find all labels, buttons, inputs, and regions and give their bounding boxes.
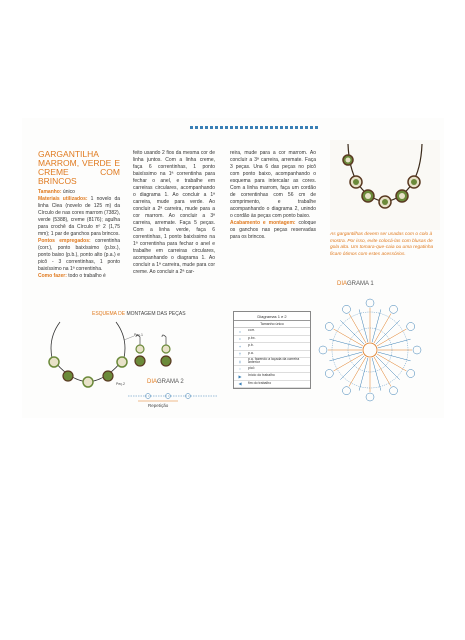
diagram-1-stitch [378,339,411,348]
diagram-1-picot [407,323,415,331]
decorative-stitch-row [190,125,320,131]
diagram-1-drawing [310,290,430,410]
article-title: GARGANTILHA MARROM, VERDE E CREME COM BRINCOS [38,149,120,186]
chain-stitch-icon: ○ [238,328,242,334]
photo-motif-5 [408,176,420,188]
photo-motif-4 [396,190,408,202]
diagram-1-stitch [377,329,406,346]
diagram-1-picot [407,370,415,378]
diagram-1-picot [325,323,333,331]
legend-row: ◌ picô [234,366,310,374]
assembly-paragraph [230,220,316,241]
article-column-2 [133,150,215,276]
legend-table [233,311,311,389]
size-value: único [62,189,75,195]
diagram-1-stitch [377,354,406,371]
materials-label: Materiais utilizados: [38,196,88,202]
legend-row: ○ corr. [234,328,310,336]
diagram-1-title [337,281,374,287]
col3-text: reira, mude para a cor marrom. Ao concluir a 3ª carreira, arremate. Faça 3 peças. Una 6 das peças no picô com ponto baixo, acompanhando o esquema para intercalar as cores. Com a linha marrom, faça um cordão de correntinhas com 56 cm de comprimento, e trabalhe acompanhando o diagrama 2, unindo o cordão às peças com ponto baixo. [230,150,316,219]
diagram-1-stitch [329,352,362,361]
legend-row: ▶ Início do trabalho [234,373,310,381]
picot-icon: ◌ [238,366,242,372]
schema-piece-2 [63,371,73,381]
materials-paragraph [38,196,120,238]
diagram-1-stitch [349,314,366,343]
article-column-1 [38,150,120,280]
diagram-1-picot [390,387,398,395]
diagram-1-title-suffix: GRAMA 1 [347,281,374,287]
schema-title-prefix: ESQUEMA DE [92,311,126,317]
diagram-1-center-ring [363,343,377,357]
col2-text: feito usando 2 fios da mesma cor de linha juntos. Com a linha creme, faça 6 correntinhas, 1 ponto baixíssimo na 1ª correntinha para fechar o anel, e trabalhe em carreiras circulares, acompanhando o diagrama 1. Ao concluir a 1ª carreira, mude para verde. Ao concluir a 2ª carreira, mude para a cor marrom. Ao concluir a 3ª carreira, arremate. Faça 5 peças. Com a linha verde, faça 6 correntinhas, 1 ponto baixíssimo na 1ª correntinha para fechar o anel e trabalhe em carreiras circulares, acompanhando o diagrama 1. Ao concluir a 1ª carreira, mude para cor creme. Ao concluir a 2ª car- [133,150,215,275]
howto-paragraph [38,273,120,280]
schema-piece-5 [117,357,127,367]
diagram-1-stitch [340,320,364,344]
photo-caption: As gargantilhas devem ser usadas com o colo à mostra. Por isso, evite colocá-las com blusas de gola alta. Um tomara-que-caia ou uma regatinha ficam ótimos com estes acessórios. [330,232,434,257]
schema-title [92,311,186,317]
assembly-text: coloque os ganchos nas peças reservadas para os brincos. [230,220,317,240]
legend-row: ‡ p.a. fazendo a laçada da carreira anterior [234,358,310,366]
photo-motif-2 [362,190,374,202]
diagram-2-title-suffix: GRAMA 2 [157,379,184,385]
diagram-1-stitch [376,320,400,344]
legend-subtitle: Tamanho único [234,321,310,328]
earrings-drawing [128,335,178,375]
diagram-1-stitch [378,352,411,361]
single-crochet-icon: + [238,343,242,349]
diagram-2-title-prefix: DIA [147,379,158,385]
diagram-1-stitch [374,314,391,343]
diagram-2-title [147,379,184,385]
diagram-1-spokes [328,308,412,392]
diagram-1-stitch [329,339,362,348]
article-column-3 [230,150,316,241]
diagram-1-stitch [340,356,364,380]
slip-stitch-icon: • [239,336,241,342]
schema-title-suffix: MONTAGEM DAS PEÇAS [125,311,186,317]
size-label: Tamanho: [38,189,62,195]
schema-piece-1 [49,357,59,367]
diagram-1-picot [325,370,333,378]
double-crochet-loop-icon: ‡ [238,358,242,364]
photo-motif-6 [343,155,353,165]
howto-label: Como fazer: [38,273,67,279]
materials-text: 1 novelo da linha Clea (novelo de 125 m) da Círculo de nas cores marrom (7382), verde (5388), creme (8176); agulha para crochê da Círculo nº 2 (1,75 mm); 1 par de ganchos para brincos. [38,196,121,237]
diagram-1-picot [366,299,374,307]
diagram-1-stitch [376,356,400,380]
diagram-1-picot [413,346,421,354]
schema-piece-3 [83,377,93,387]
assembly-label: Acabamento e montagem: [230,220,296,226]
points-paragraph [38,238,120,273]
diagram-1-stitch [359,358,368,391]
double-crochet-icon: † [238,351,242,357]
diagram-1-picot [390,305,398,313]
diagram-2-drawing [128,389,218,403]
diagram-1-stitch [372,358,381,391]
diagram-1-picot [343,387,351,395]
legend-row: + p.b. [234,343,310,351]
diagram-1-stitch [349,357,366,386]
diagram-1-picot [366,393,374,401]
diagram-1-stitch [374,357,391,386]
diagram-1-stitch [334,354,363,371]
legend-row: ◀ fim do trabalho [234,381,310,389]
points-text: correntinha (corr.), ponto baixíssimo (p.bx.), ponto baixo (p.b.), ponto alto (p.a.) e picô - 3 correntinhas, 1 ponto baixíssimo na 1ª correntinha. [38,238,121,272]
points-label: Pontos empregados: [38,238,91,244]
photo-motif-1 [350,176,362,188]
legend-row: † p.a. [234,351,310,359]
legend-title: Diagramas 1 e 2 [234,312,310,321]
diagram-1-stitch [334,329,363,346]
diagram-1-picot [319,346,327,354]
diagram-1-stitch [359,309,368,342]
photo-motif-3 [379,196,391,208]
diagram-1-picot [343,305,351,313]
earring-left [135,335,145,366]
earring-right [161,335,171,366]
end-arrow-icon: ◀ [238,381,242,387]
peca-2-label: Peç.2 [116,382,125,386]
diagram-1-title-prefix: DIA [337,281,348,287]
start-arrow-icon: ▶ [238,373,242,379]
legend-row: • p.bx. [234,336,310,344]
diagram-1-stitch [372,309,381,342]
peca-1-label: Peç.1 [134,333,143,337]
schema-piece-4 [103,371,113,381]
necklace-photo [330,140,440,230]
howto-text: todo o trabalho é [68,273,106,279]
repeat-label: Repetição [148,403,169,408]
size-paragraph [38,189,120,196]
